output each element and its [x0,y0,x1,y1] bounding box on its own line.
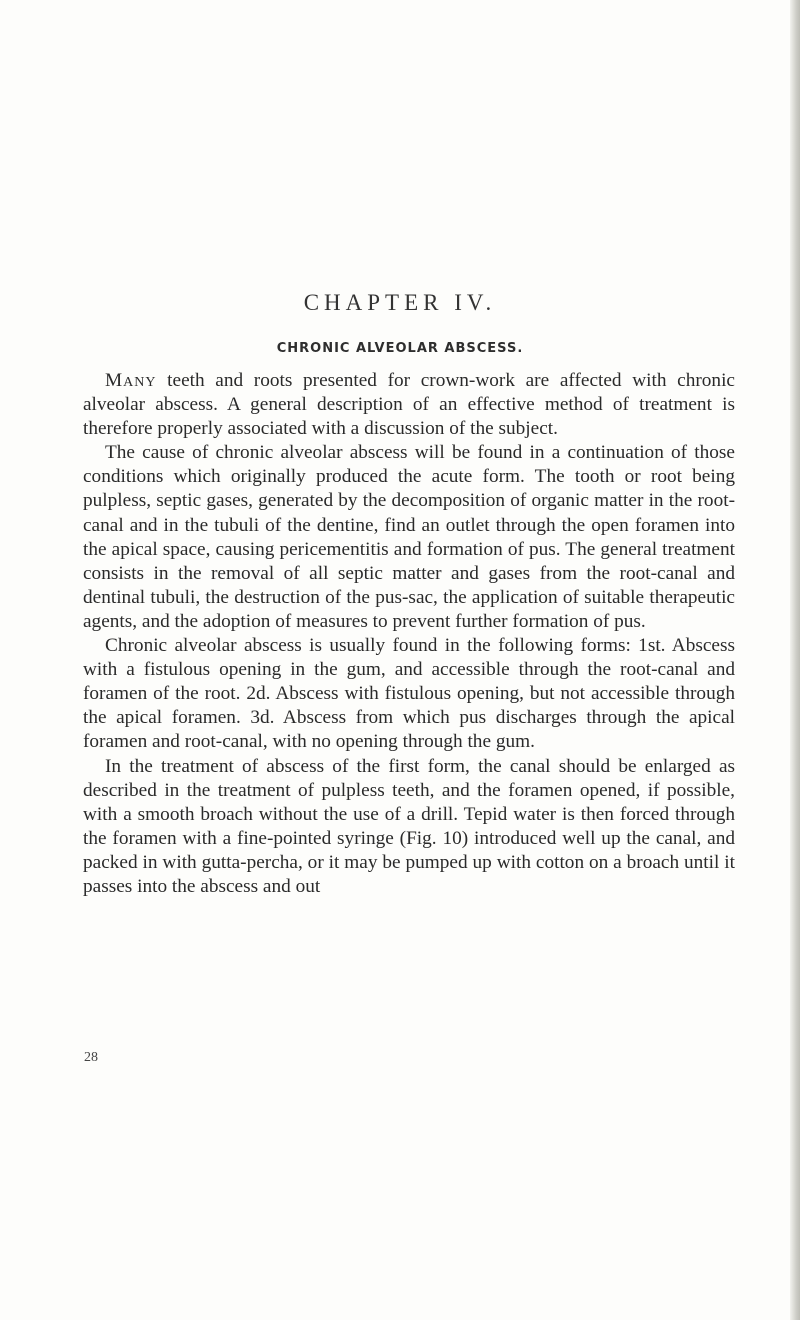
paragraph-lead-word: Many [105,370,157,391]
chapter-title: CHAPTER IV. [303,290,497,315]
paragraph-2: The cause of chronic alveolar abscess will be found in a continuation of those conditions which originally produced the acute form. The tooth or root being pulpless, septic gases, generated by the decomposition of organic matter in the root-canal and in the tubuli of the dentine, find an outlet through the open foramen into the apical space, causing pericementitis and formation of pus. The general treatment consists in the removal of all septic matter and gases from the root-canal and dentinal tubuli, the destruction of the pus-sac, the application of suitable therapeutic agents, and the adoption of measures to prevent further formation of pus. [83,442,735,632]
page-number: 28 [84,1050,98,1065]
paragraph-1 [83,369,735,441]
paragraph-1-text: teeth and roots presented for crown-work are affected with chronic alveolar abscess. A general description of an effective method of treatment is therefore properly associated with a discussion of the subject. [83,370,735,440]
chapter-subtitle: CHRONIC ALVEOLAR ABSCESS. [276,341,524,356]
body-text [83,369,735,899]
paragraph-4: In the treatment of abscess of the first form, the canal should be enlarged as described in the treatment of pulpless teeth, and the foramen opened, if possible, with a smooth broach without the use of a drill. Tepid water is then forced through the foramen with a fine-pointed syringe (Fig. 10) introduced well up the canal, and packed in with gutta-percha, or it may be pumped up with cotton on a broach until it passes into the abscess and out [83,755,735,897]
paragraph-3: Chronic alveolar abscess is usually found in the following forms: 1st. Abscess with a fistulous opening in the gum, and accessible through the root-canal and foramen of the root. 2d. Abscess with fistulous opening, but not accessible through the apical foramen. 3d. Abscess from which pus discharges through the apical foramen and root-canal, with no opening through the gum. [83,635,735,753]
page-edge [790,0,800,1320]
